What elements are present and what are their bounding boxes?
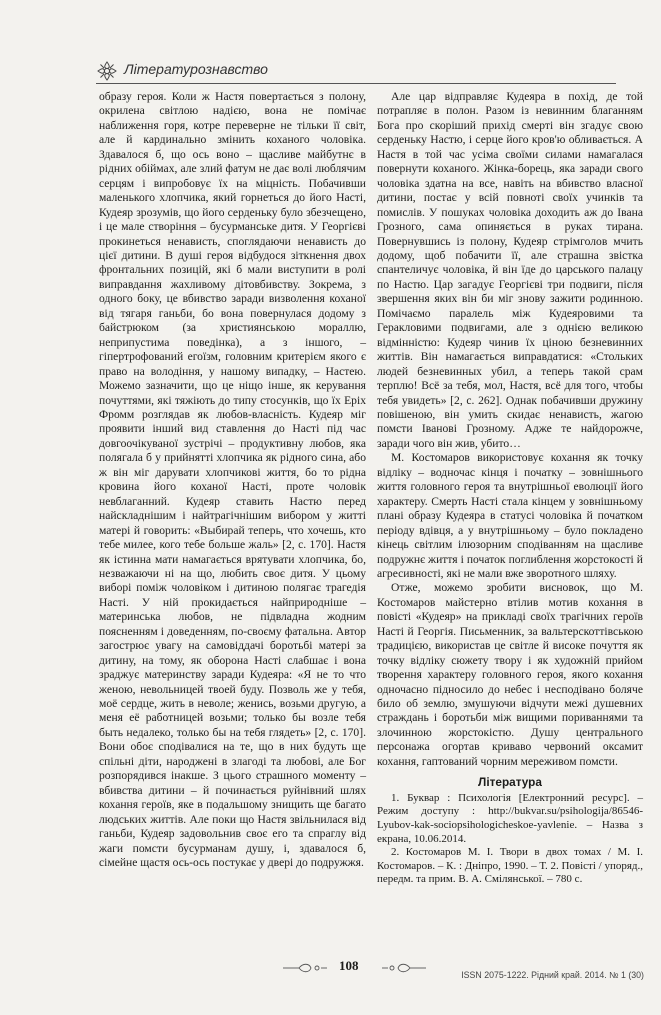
reference-item: 2. Костомаров М. І. Твори в двох томах / М. І. Костомаров. – К. : Дніпро, 1990. – Т. 2. Повісті / упоряд., передм. та прим. В. А. Смілянської. – 780 с. (377, 846, 643, 886)
body-paragraph: Отже, можемо зробити висновок, що М. Костомаров майстерно втілив мотив кохання в повісті «Кудеяр» на прикладі своїх трагічних героїв Насті й Георгія. Письменник, за вальтерскоттівською традицією, використав це світле й високе почуття як точку відліку сюжету твору і як художній прийом творення характеру головного героя, якого кохання одночасно підносило до небес і несподівано боляче било об землю, змушуючи відчути межі душевних страждань і боротьби між вищими пориваннями та злочинною жорстокістю. Душу центрального персонажа огортав криваво червоний оксамит кохання, гаптований чорним мереживом помсти. (377, 581, 643, 768)
page-footer (96, 958, 644, 988)
body-paragraph: Але цар відправляє Кудеяра в похід, де той потрапляє в полон. Разом із невинним благанням Бога про скоріший прихід смерті він згадує свою серденьку Настю, і серце його кров'ю обливається. А Настя в той час усіма своїми силами намагалася повернути коханого. Жінка-борець, яка заради свого чоловіка здатна на все, навіть на вбивство власної дитини, постає у всій повноті своїх учинків та помислів. У пошуках чоловіка доходить аж до Івана Грозного, сама опиняється в руках тирана. Повернувшись із полону, Кудеяр стрімголов мчить додому, щоб побачити її, але страшна звістка спантеличує чоловіка, й він їде до царського палацу по Настю. Цар загадує Георгієві три подвиги, після звершення яких він би міг знову зажити родинною. Помічаємо паралель між Кудеяровими та Геракловими подвигами, але з однією великою відмінністю: Кудеяр чинив їх ціною безневинних життів. Він намагається виправдатися: «Стольких людей безневинных убил, а теперь такой срам терплю! Всё за тебя, мол, Настя, всё для того, чтобы тебя увидеть» [2, с. 262]. Однак побачивши дружину повішеною, він умить скидає ненависть, жагою помсти Іванові Грозному. Адже те найдорожче, заради чого він жив, убито… (377, 90, 643, 450)
issn-line: ISSN 2075-1222. Рідний край. 2014. № 1 (30) (461, 970, 644, 980)
body-paragraph: образу героя. Коли ж Настя повертається з полону, окрилена світлою надією, вона не помічає наближення горя, котре переверне не тільки її світ, але й кардинально змінить коханого чоловіка. Здавалося б, що ось воно – щасливе майбутнє в рідних обіймах, але злий фатум не дає волі люблячим серцям і випробовує їх на міцність. Побачивши маленького хлопчика, який горнеться до його Насті, Кудеяр зрозумів, що його серденьку було збезчещено, і це мале створіння – бусурманське дитя. У Георгієві прокинеться ненависть, споглядаючи ненависть до цієї дитини. В душі героя відбудося зіткнення двох фронтальних позицій, які б мали виступити в ролі виправдання жахливому дітовбивству. Зокрема, з одного боку, це вбивство заради визволення коханої від тягаря ганьби, бо вона повернулася додому з байстрюком (за християнською мораллю, неприпустима поведінка), а з іншого, – гіпертрофований егоїзм, головним критерієм якого є право на володіння, у нашому випадку, – Настею. Можемо зазначити, що це ніщо інше, як керування почуттями, які тяжіють до типу стосунків, що їх Еріх Фромм розглядав як любов-власність. Кудеяр міг проявити інший вид ставлення до Насті під час довгоочікуваної зустрічі – продуктивну любов, яка полягала б у прийнятті хлопчика як рідного сина, або ж він міг дарувати хлопчикові життя, бо то рідна кровина його коханої Насті, проте чоловік невблаганний. Кудеяр ставить Настю перед найскладнішим і найтрагічнішим вибором у житті матері й говорить: «Выбирай теперь, что хочешь, кто тебе милее, кого тебе больше жаль» [2, с. 170]. Настя як істинна мати намагається врятувати хлопчика, бо, незважаючи ні на що, любить своє дитя. У цьому виборі поміж чоловіком і дитиною полягає трагедія Насті. У ній прокидається найприродніше – материнська любов, не підвладна жодним поясненням і доведенням, по-своєму фатальна. Автор загострює увагу на самовіддачі боротьбі матері за дитину, на тому, як оборона Насті слабшає і вона зраджує материнству заради Кудеяра: «Я не то что женою, невольницей твоей буду. Позволь же у тебя, моё сердце, жить в неволе; женись, возьми другую, а меня её работницей возьми; только бы возле тебя быть недалеко, только бы на тебя глядеть» [2, с. 170]. Вони обоє сподівалися на те, що в них будуть ще спільні діти, народжені в злагоді та любові, але Бог розпорядився інакше. З цього страшного моменту – вбивства дитини – й починається руйнівний шлях кохання героїв, яке в подальшому знищить ще багато людських життів. Але поки що Настя звільнилася від ганьби, Кудеяр задовольнив своє его та спраглу від жаги помсти бусурманам душу, і, здавалося б, сімейне щастя ось-ось постукає у двері до подружжя. (99, 90, 366, 870)
footer-ornament-left-icon (281, 962, 329, 974)
right-column (377, 90, 643, 887)
references-title: Література (478, 775, 542, 790)
page-number: 108 (339, 958, 359, 973)
header-rule (96, 83, 616, 84)
footer-ornament-right-icon (380, 962, 428, 974)
body-paragraph: М. Костомаров використовує кохання як точку відліку – водночас кінця і початку – зовнішнього життя головного героя та внутрішньої еволюції його характеру. Смерть Насті стала кінцем у зовнішньому плані образу Кудеяра в статусі чоловіка й початком періоду вдівця, а у внутрішньому – було покладено кінець світлим ілюзорним сподіванням на щасливе подружнє життя і початок поглиблення жорстокості й агресивності, які не мали вже зворотного шляху. (377, 451, 643, 580)
running-header (96, 60, 616, 82)
reference-item: 1. Буквар : Психологія [Електронний ресурс]. – Режим доступу : http://bukvar.su/psihologija/86546-Lyubov-kak-sociopsihologicheskoe-yavlenie. – Назва з екрана, 10.06.2014. (377, 791, 643, 845)
floral-ornament-icon (96, 60, 118, 82)
left-column (99, 90, 366, 870)
section-title: Літературознавство (124, 61, 268, 77)
